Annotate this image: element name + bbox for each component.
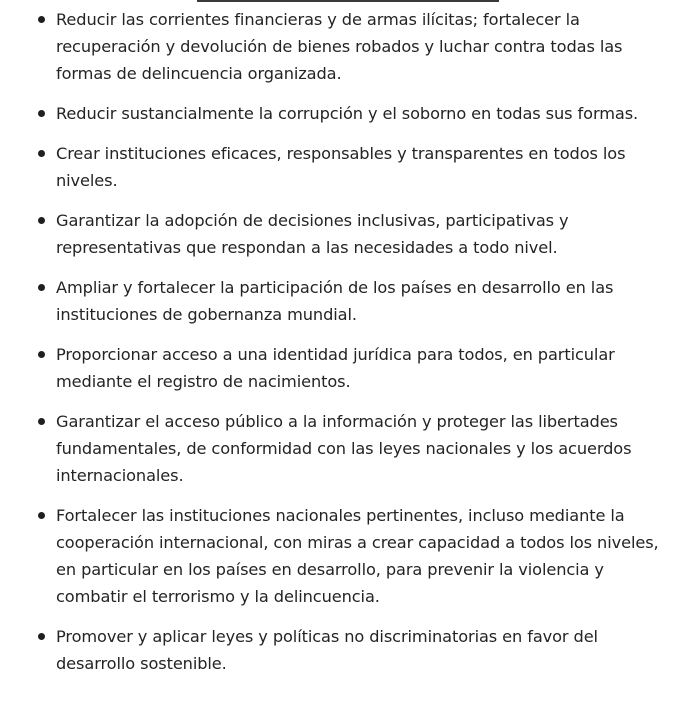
bullet-icon — [38, 150, 45, 157]
top-divider — [197, 0, 499, 2]
list-item — [38, 100, 678, 127]
bullet-icon — [38, 418, 45, 425]
bullet-icon — [38, 217, 45, 224]
bullet-icon — [38, 284, 45, 291]
list-item-text: Reducir las corrientes financieras y de armas ilícitas; fortalecer la recuperación y devolución de bienes robados y luchar contra todas las formas de delincuencia organizada. — [56, 10, 623, 83]
list-item-text: Garantizar la adopción de decisiones inclusivas, participativas y representativas que respondan a las necesidades a todo nivel. — [56, 211, 569, 257]
list-item-text: Fortalecer las instituciones nacionales pertinentes, incluso mediante la cooperación internacional, con miras a crear capacidad a todos los niveles, en particular en los países en desarrollo, para prevenir la violencia y combatir el terrorismo y la delincuencia. — [56, 506, 659, 606]
bullet-icon — [38, 110, 45, 117]
list-item-text: Crear instituciones eficaces, responsables y transparentes en todos los niveles. — [56, 144, 626, 190]
bullet-icon — [38, 16, 45, 23]
list-item — [38, 207, 678, 261]
list-item — [38, 502, 678, 610]
list-item — [38, 408, 678, 489]
targets-list — [38, 6, 678, 690]
bullet-icon — [38, 351, 45, 358]
list-item-text: Proporcionar acceso a una identidad jurídica para todos, en particular mediante el registro de nacimientos. — [56, 345, 615, 391]
list-item-text: Ampliar y fortalecer la participación de los países en desarrollo en las instituciones de gobernanza mundial. — [56, 278, 614, 324]
list-item — [38, 623, 678, 677]
list-item-text: Garantizar el acceso público a la información y proteger las libertades fundamentales, de conformidad con las leyes nacionales y los acuerdos internacionales. — [56, 412, 632, 485]
list-item — [38, 341, 678, 395]
list-item-text: Reducir sustancialmente la corrupción y el soborno en todas sus formas. — [56, 104, 639, 123]
list-item-text: Promover y aplicar leyes y políticas no discriminatorias en favor del desarrollo sostenible. — [56, 627, 598, 673]
list-item — [38, 6, 678, 87]
bullet-icon — [38, 633, 45, 640]
list-item — [38, 274, 678, 328]
bullet-icon — [38, 512, 45, 519]
list-item — [38, 140, 678, 194]
